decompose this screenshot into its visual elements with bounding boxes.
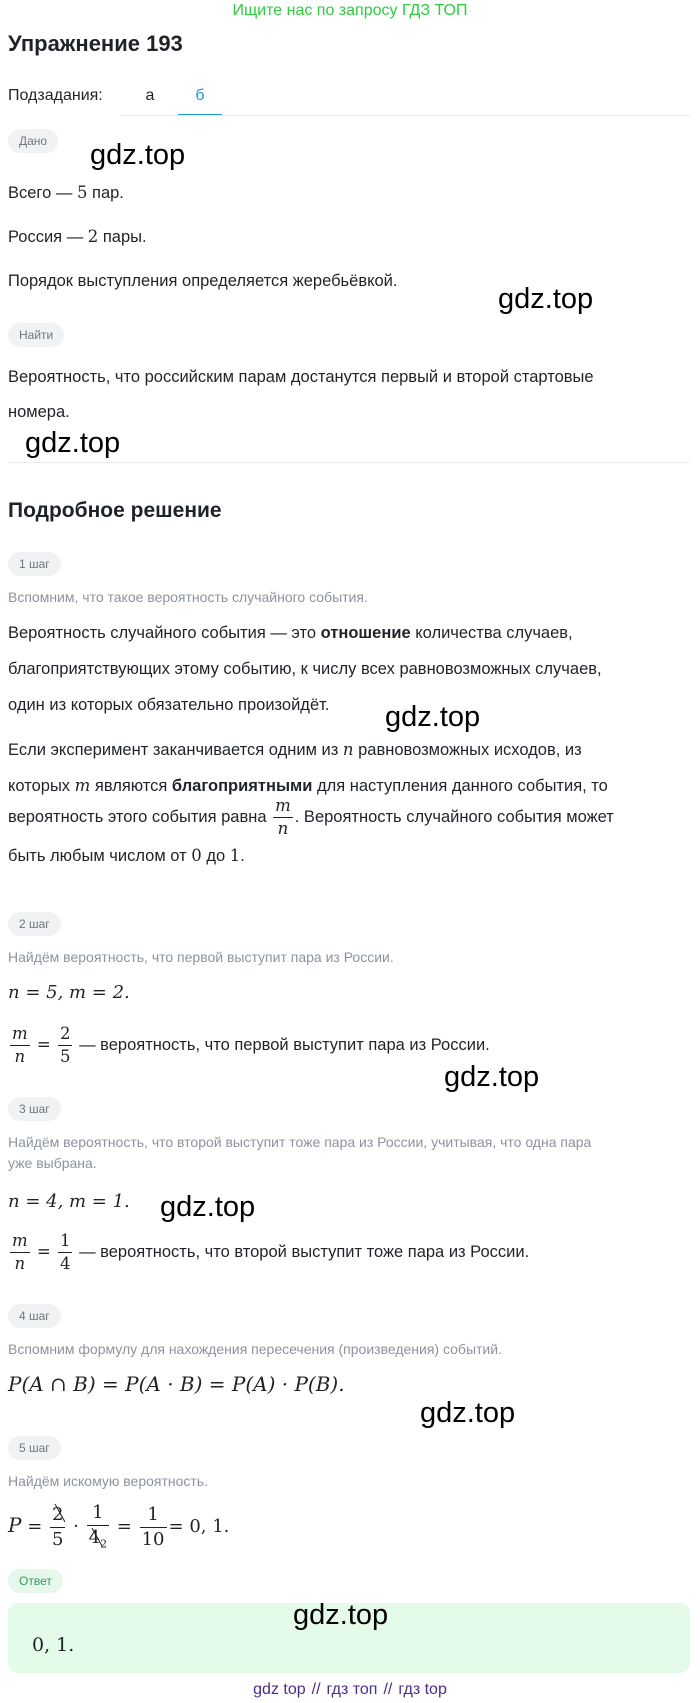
fraction-denominator: n [14,1254,26,1274]
fraction-numerator [50,1503,65,1528]
step3-note-line-2: уже выбрана. [8,1155,97,1171]
fraction-numerator: m [10,1233,30,1254]
given-russia-number: 2 [87,227,99,246]
find-line-1: Вероятность, что российским парам достанутся первый и второй стартовые [8,368,594,386]
fraction-numerator: 1 [140,1506,167,1528]
given-line-total [8,176,692,210]
find-badge [8,323,64,347]
step4-badge [8,1304,61,1328]
watermark: gdz.top [160,1191,256,1223]
step1-definition-tail: количества случаев, [410,624,573,642]
fraction-m-over-n [10,1023,30,1067]
fraction-m-over-n [273,795,293,839]
fraction-one-fourth [58,1230,73,1274]
footer-link-gdz-top-ru[interactable]: гдз топ [326,1681,378,1698]
strike-mark [53,1502,67,1524]
step1-rule-text-2: которых [8,777,75,795]
step1-badge [8,552,61,576]
strike-mark [90,1526,104,1548]
watermark: gdz.top [90,139,186,171]
fraction-denominator: 10 [141,1528,165,1550]
step3-result-text: — вероятность, что второй выступит тоже пара из России. [74,1243,530,1261]
step2-badge [8,912,61,936]
find-line-2: номера. [8,403,70,421]
denominator-crossed: 4 [88,1527,101,1549]
step1-rule-text: Если эксперимент заканчивается одним из [8,741,343,759]
watermark: gdz.top [385,701,481,733]
step3-result: $\frac{m}{n}$ = $\frac{1}{4}$ — вероятность, что второй выступит тоже пара из России. [12,1230,530,1274]
find-badge-label: Найти [8,323,64,347]
step5-badge [8,1436,61,1460]
var-m: m [74,776,91,795]
step1-rule-text-7: быть любым числом от [8,847,192,865]
fraction-numerator: 1 [87,1504,109,1526]
fraction-denominator: n [14,1047,26,1067]
step1-rule-line-4 [8,839,692,873]
watermark: gdz.top [293,1599,389,1631]
step1-definition-bold: отношение [320,624,411,642]
step1-definition-text: Вероятность случайного события — это [8,624,321,642]
step2-formula: n = 5, m = 2. [8,982,130,1003]
tabs-divider [120,115,690,116]
step5-note: Найдём искомую вероятность. [8,1473,208,1489]
var-p: P [8,1513,22,1537]
subtasks-label: Подзадания: [8,87,103,104]
footer-link-gdz-top-mixed[interactable]: гдз top [398,1681,447,1698]
step3-formula: n = 4, m = 1. [8,1191,130,1212]
step5-formula: P = $\frac{2}{5}$ · 1 4 $_2$ = $\frac{1}{10}$ = 0, 1. [8,1502,230,1552]
step2-result: $\frac{m}{n}$ = $\frac{2}{5}$ — вероятность, что первой выступит пара из России. [12,1023,490,1067]
numerator-crossed: 2 [52,1503,64,1525]
watermark: gdz.top [25,427,121,459]
step2-result-text: — вероятность, что первой выступит пара из России. [74,1036,490,1054]
fraction-two-fifths-reduced [50,1503,65,1550]
step1-definition-line-1 [8,616,692,650]
step1-rule-text-3: являются [90,777,172,795]
fraction-numerator: m [10,1026,30,1047]
step4-badge-label: 4 шаг [8,1304,61,1328]
given-badge-label: Дано [8,129,58,153]
fraction-denominator: n [277,819,289,839]
given-total-number: 5 [76,183,88,202]
step5-badge-label: 5 шаг [8,1436,61,1460]
footer-link-gdz-top[interactable]: gdz top [253,1681,306,1698]
step4-note: Вспомним формулу для нахождения пересечения (произведения) событий. [8,1341,502,1357]
given-line-russia-suffix: пары. [98,228,147,246]
tab-subtask-a[interactable]: а [145,87,155,104]
step3-badge-label: 3 шаг [8,1097,61,1121]
answer-badge-label: Ответ [8,1569,63,1593]
section-divider [8,462,690,463]
step3-note-line-1: Найдём вероятность, что второй выступит тоже пара из России, учитывая, что одна пара [8,1134,592,1150]
footer-separator: // [311,1681,321,1698]
given-line-russia [8,220,692,254]
tab-subtask-b[interactable]: б [178,80,222,116]
step1-rule-tail: равновозможных исходов, из [353,741,582,759]
fraction-denominator [87,1526,109,1550]
reduced-denominator: 2 [100,1538,108,1552]
step1-rule-text-4: для наступления данного события, то [312,777,608,795]
step3-badge [8,1097,61,1121]
fraction-one-tenth [140,1503,167,1550]
watermark: gdz.top [498,283,594,315]
fraction-two-fifths [58,1023,73,1067]
step2-note: Найдём вероятность, что первой выступит пара из России. [8,949,394,965]
step1-rule-text-5: вероятность этого события равна [8,808,272,826]
step1-rule-line-1 [8,733,692,767]
answer-badge [8,1569,63,1593]
range-min: 0 [191,846,202,865]
fraction-denominator: 5 [52,1528,64,1550]
step1-definition-line-3: один из которых обязательно произойдёт. [8,696,330,714]
step1-badge-label: 1 шаг [8,552,61,576]
watermark: gdz.top [420,1397,516,1429]
given-line-order: Порядок выступления определяется жеребьёвкой. [8,272,398,290]
step1-note: Вспомним, что такое вероятность случайного события. [8,589,368,605]
given-badge [8,129,58,153]
footer-separator: // [383,1681,393,1698]
step2-badge-label: 2 шаг [8,912,61,936]
step1-rule-text-8: до [201,847,230,865]
fraction-numerator: 2 [58,1026,73,1047]
step1-rule-line-3 [8,792,692,842]
step1-definition-line-2: благоприятствующих этому событию, к числу всех равновозможных случаев, [8,660,602,678]
solution-title: Подробное решение [8,499,222,522]
fraction-denominator: 4 [59,1254,71,1274]
given-line-total-suffix: пар. [87,184,124,202]
page-title: Упражнение 193 [8,31,183,56]
range-max: 1 [229,846,241,865]
step4-formula: P(A ∩ B) = P(A · B) = P(A) · P(B). [8,1372,345,1396]
step1-rule-text-6: . Вероятность случайного события может [294,808,614,826]
given-line-russia-text: Россия — [8,228,88,246]
step1-rule-bold: благоприятными [171,777,313,795]
footer-links [0,1677,700,1703]
watermark: gdz.top [444,1061,540,1093]
fraction-m-over-n [10,1230,30,1274]
fraction-numerator: m [273,798,293,819]
fraction-numerator: 1 [58,1233,73,1254]
search-banner: Ищите нас по запросу ГДЗ ТОП [232,2,468,19]
answer-value: 0, 1. [32,1634,75,1656]
given-line-total-text: Всего — [8,184,77,202]
var-n: n [342,740,354,759]
step1-rule-text-9: . [240,847,245,865]
step5-result-value: = 0, 1. [168,1516,230,1537]
fraction-denominator: 5 [59,1047,71,1067]
fraction-one-fourth-reduced [87,1504,109,1550]
